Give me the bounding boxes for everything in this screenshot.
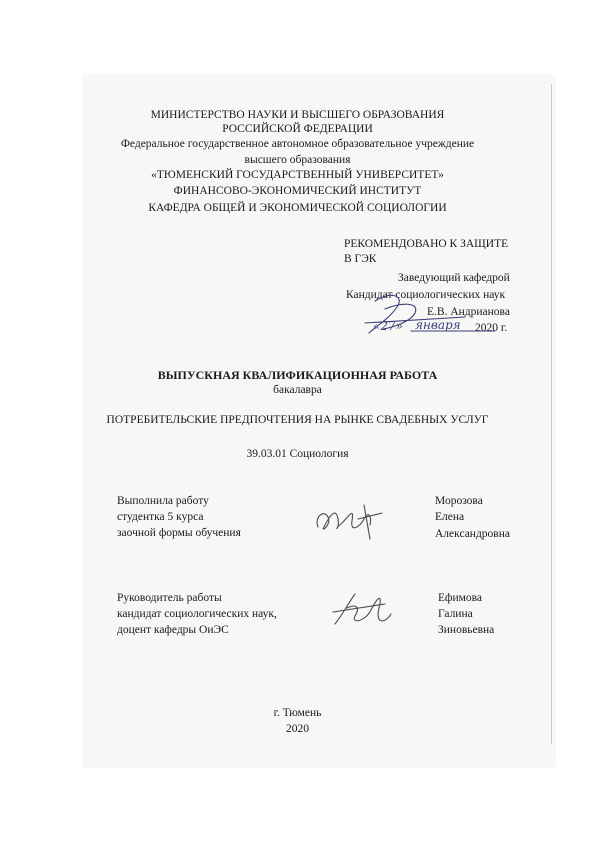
approval-committee: В ГЭК [344, 253, 377, 265]
university-name: «ТЮМЕНСКИЙ ГОСУДАРСТВЕННЫЙ УНИВЕРСИТЕТ» [151, 169, 444, 181]
author-patronymic: Александровна [435, 528, 510, 540]
head-of-department-title: Заведующий кафедрой [398, 272, 510, 284]
author-role-3: заочной формы обучения [117, 527, 241, 539]
approval-heading: РЕКОМЕНДОВАНО К ЗАЩИТЕ [344, 238, 509, 250]
work-title: ПОТРЕБИТЕЛЬСКИЕ ПРЕДПОЧТЕНИЯ НА РЫНКЕ СВАДЕБНЫХ УСЛУГ [106, 414, 489, 426]
supervisor-role-2: кандидат социологических наук, [117, 608, 277, 620]
institute-name: ФИНАНСОВО-ЭКОНОМИЧЕСКИЙ ИНСТИТУТ [173, 185, 422, 197]
author-name: Елена [435, 511, 465, 523]
approval-date-day: «27» [373, 319, 403, 333]
city: г. Тюмень [273, 707, 322, 719]
supervisor-role-3: доцент кафедры ОиЭС [117, 624, 229, 636]
supervisor-role-1: Руководитель работы [117, 592, 222, 604]
specialty: 39.03.01 Социология [246, 448, 349, 460]
ministry-line-1: МИНИСТЕРСТВО НАУКИ И ВЫСШЕГО ОБРАЗОВАНИЯ [150, 109, 445, 121]
institution-type: Федеральное государственное автономное образовательное учреждение [120, 138, 475, 150]
supervisor-signature [325, 584, 405, 636]
work-type: ВЫПУСКНАЯ КВАЛИФИКАЦИОННАЯ РАБОТА [157, 368, 438, 382]
supervisor-name: Галина [438, 608, 473, 620]
author-signature [310, 497, 390, 542]
author-role-2: студентка 5 курса [117, 511, 204, 523]
head-signature [345, 287, 508, 345]
work-level: бакалавра [273, 384, 322, 396]
supervisor-surname: Ефимова [438, 592, 483, 604]
supervisor-patronymic: Зиновьевна [438, 624, 495, 636]
ministry-line-2: РОССИЙСКОЙ ФЕДЕРАЦИИ [222, 123, 373, 135]
approval-date-year: 2020 г. [475, 322, 508, 334]
head-name: Е.В. Андрианова [427, 306, 510, 318]
year: 2020 [286, 723, 309, 735]
department-name: КАФЕДРА ОБЩЕЙ И ЭКОНОМИЧЕСКОЙ СОЦИОЛОГИИ [148, 202, 447, 214]
head-degree: Кандидат социологических наук [346, 289, 506, 301]
author-surname: Морозова [435, 495, 483, 507]
education-level: высшего образования [244, 154, 351, 166]
author-role-1: Выполнила работу [117, 495, 209, 507]
approval-date-month: января [415, 318, 461, 332]
